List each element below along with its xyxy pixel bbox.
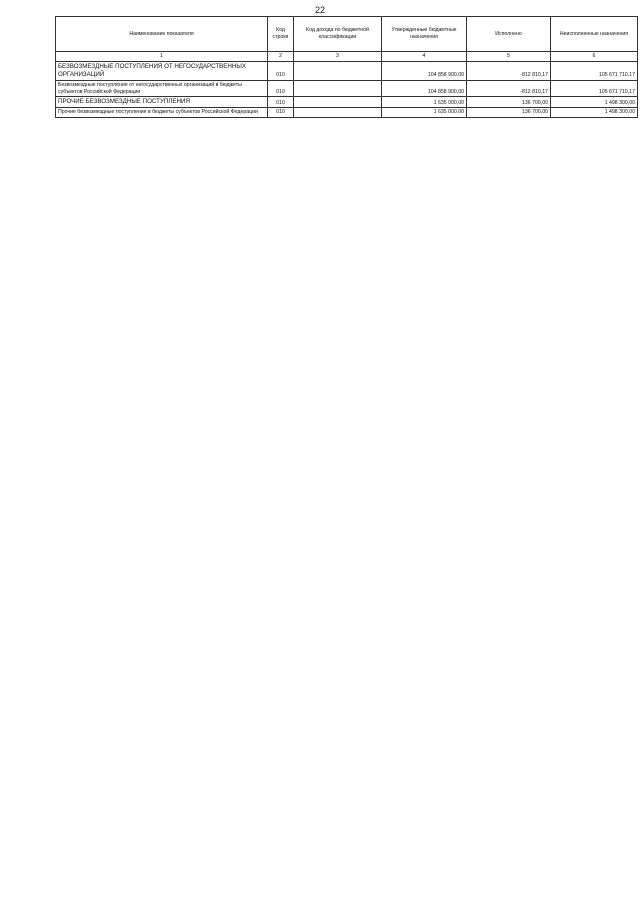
column-header-executed: Исполнено (467, 17, 551, 52)
row-unexecuted-cell: 1 498 300,00 (551, 97, 638, 108)
row-executed-cell: 136 700,00 (467, 108, 551, 118)
column-number: 1 (56, 52, 268, 62)
row-approved-cell: 104 858 900,00 (382, 61, 467, 80)
row-approved-cell: 1 635 000,00 (382, 97, 467, 108)
row-unexecuted-cell: 1 498 300,00 (551, 108, 638, 118)
row-executed-cell: -812 810,17 (467, 61, 551, 80)
column-number-row (56, 52, 638, 62)
column-header-kbk: Код дохода по бюджетной классификации (294, 17, 382, 52)
column-header-code: Код строки (268, 17, 294, 52)
table-row (56, 80, 638, 97)
column-header-name: Наименование показателя (56, 17, 268, 52)
row-name-cell: Безвозмездные поступления от негосударственных организаций в бюджеты субъектов Российской Федерации (56, 80, 268, 97)
table-body (56, 61, 638, 117)
row-unexecuted-cell: 105 671 710,17 (551, 80, 638, 97)
row-code-cell: 010 (268, 97, 294, 108)
column-header-approved: Утвержденные бюджетные назначения (382, 17, 467, 52)
row-name-cell: БЕЗВОЗМЕЗДНЫЕ ПОСТУПЛЕНИЯ ОТ НЕГОСУДАРСТВЕННЫХ ОРГАНИЗАЦИЙ (56, 61, 268, 80)
table-row (56, 97, 638, 108)
row-executed-cell: -812 810,17 (467, 80, 551, 97)
table-header-row (56, 17, 638, 52)
row-unexecuted-cell: 105 671 710,17 (551, 61, 638, 80)
column-number: 6 (551, 52, 638, 62)
page-number: 22 (314, 5, 325, 15)
row-approved-cell: 1 635 000,00 (382, 108, 467, 118)
column-number: 4 (382, 52, 467, 62)
table-row (56, 108, 638, 118)
row-kbk-cell (294, 80, 382, 97)
row-name-cell: Прочие безвозмездные поступления в бюджеты субъектов Российской Федерации (56, 108, 268, 118)
column-number: 2 (268, 52, 294, 62)
row-executed-cell: 136 700,00 (467, 97, 551, 108)
row-code-cell: 010 (268, 80, 294, 97)
row-kbk-cell (294, 108, 382, 118)
row-name-cell: ПРОЧИЕ БЕЗВОЗМЕЗДНЫЕ ПОСТУПЛЕНИЯ (56, 97, 268, 108)
row-approved-cell: 104 858 900,00 (382, 80, 467, 97)
budget-execution-table (55, 16, 638, 118)
column-number: 5 (467, 52, 551, 62)
table-row (56, 61, 638, 80)
row-code-cell: 010 (268, 108, 294, 118)
column-header-unexecuted: Неисполненные назначения (551, 17, 638, 52)
row-code-cell: 010 (268, 61, 294, 80)
row-kbk-cell (294, 61, 382, 80)
column-number: 3 (294, 52, 382, 62)
row-kbk-cell (294, 97, 382, 108)
